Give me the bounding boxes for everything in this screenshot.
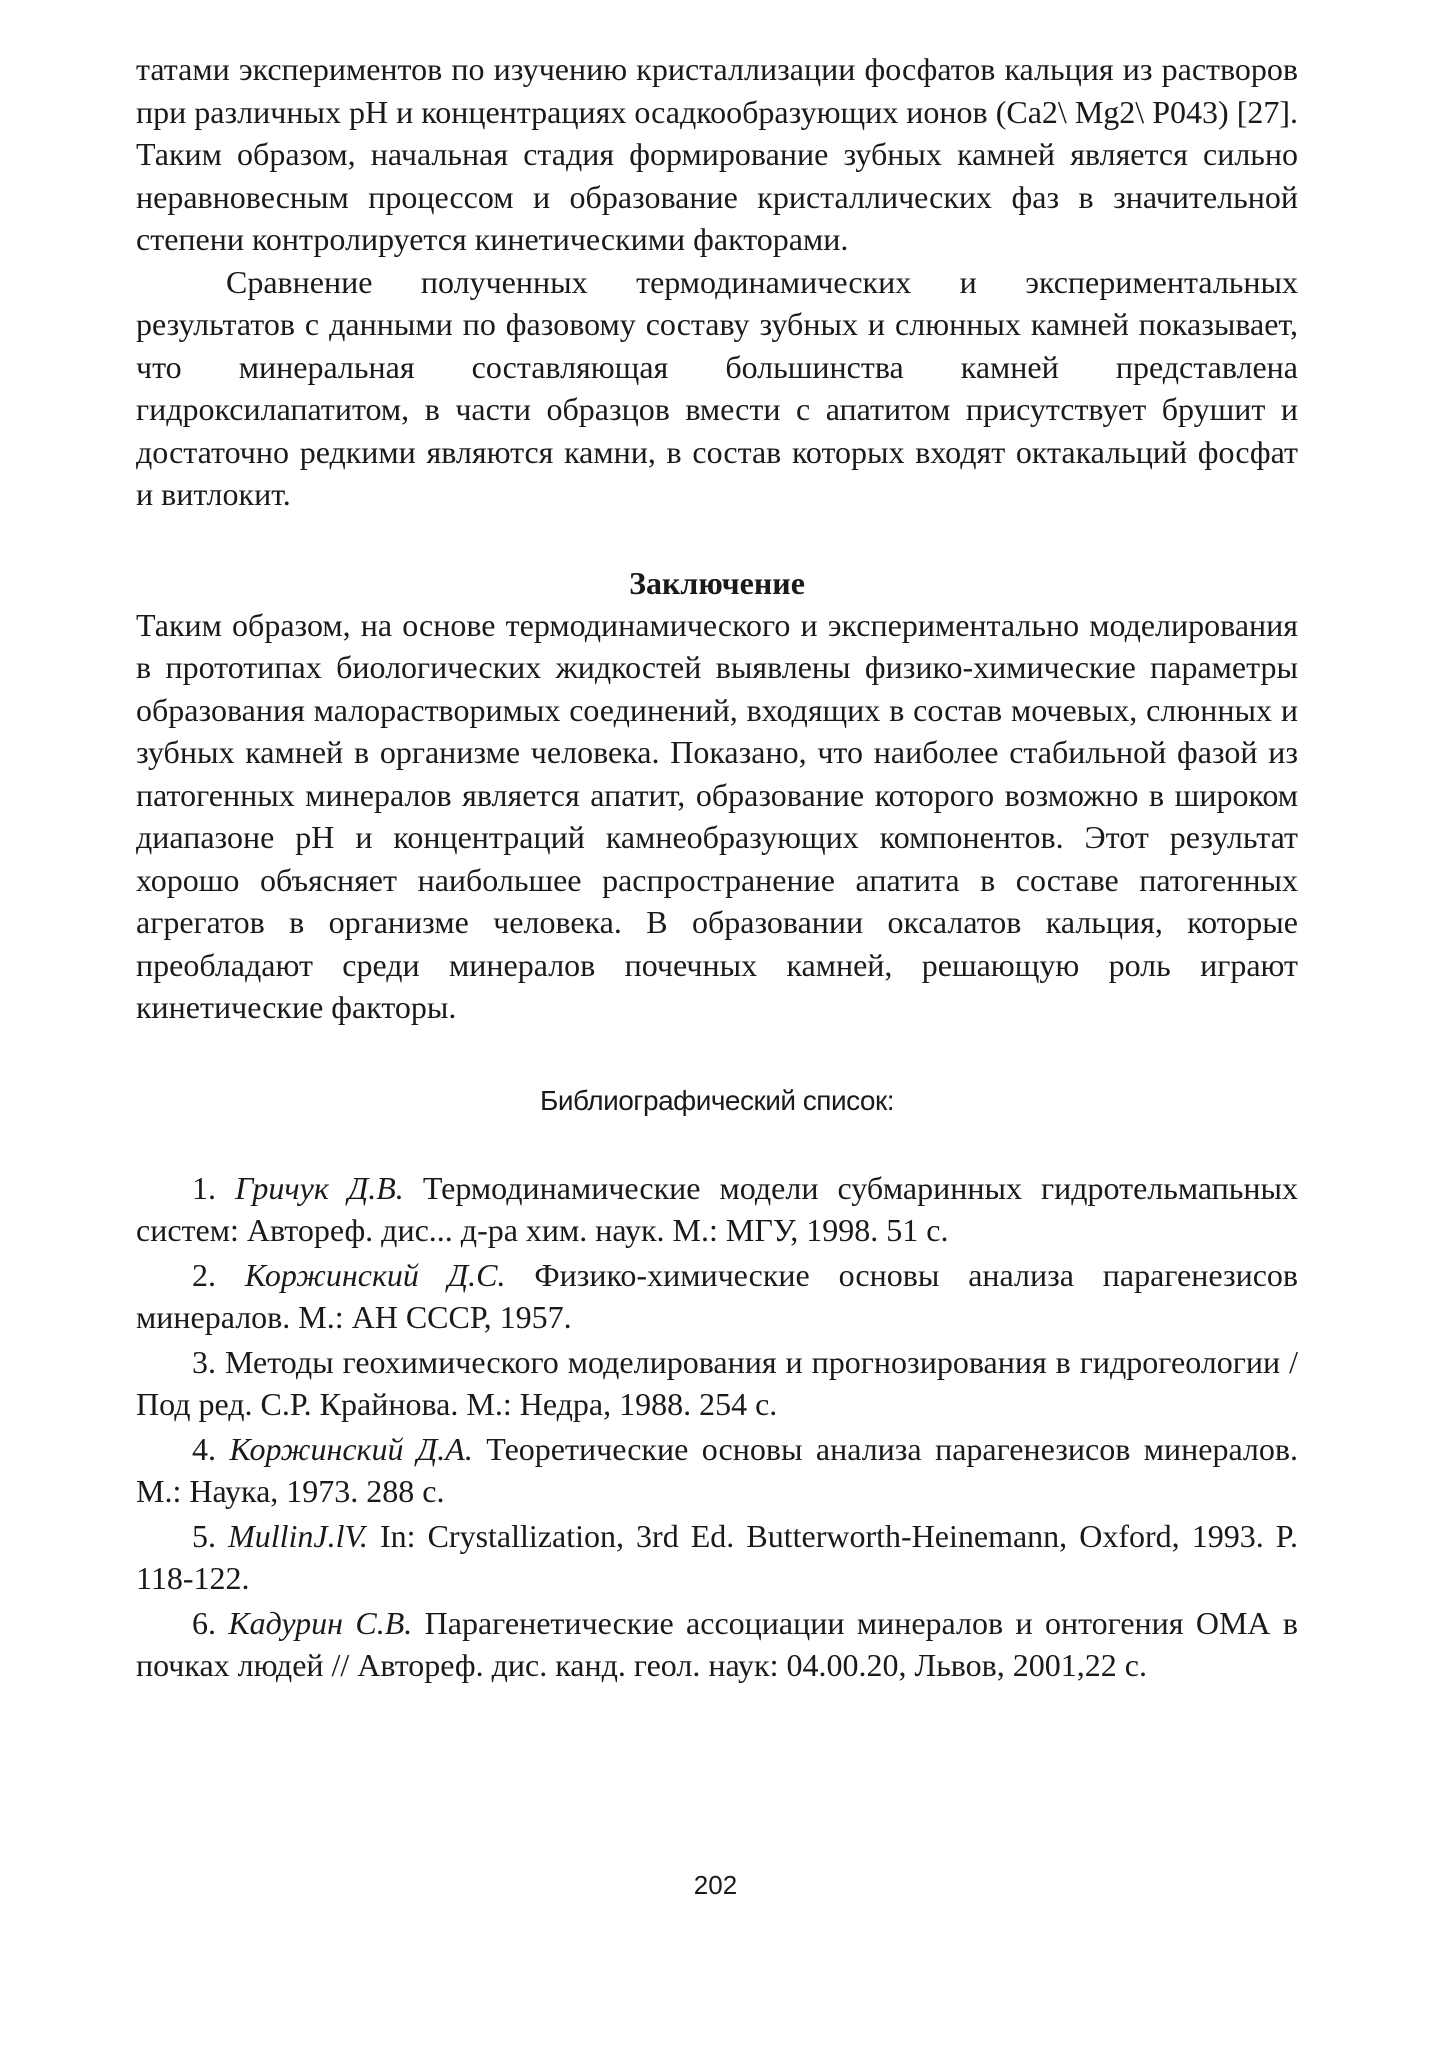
conclusion-heading: Заключение [629,564,805,601]
reference-item [136,1167,1298,1252]
reference-number: 3. [192,1343,216,1380]
page-number: 202 [693,1870,738,1900]
reference-author: Кадурин С.В. [228,1604,413,1641]
reference-number: 6. [192,1604,216,1641]
bibliography-title: Библиографический список: [539,1084,895,1116]
reference-text: Парагенетические ассоциации минералов и онтогения ОМА в почках людей // Автореф. дис. канд. геол. наук: 04.00.20, Львов, 2001,22 с. [136,1604,1298,1683]
reference-text: In: Crystallization, 3rd Ed. Butterworth-Heinemann, Oxford, 1993. P. 118-122. [136,1517,1299,1596]
reference-text: Термодинамические модели субмаринных гидротельмапьных систем: Автореф. дис... д-ра хим. наук. М.: МГУ, 1998. 51 с. [136,1169,1299,1248]
paragraph-comparison: Сравнение полученных термодинамических и экспериментальных результатов с данными по фазовому составу зубных и слюнных камней показывает, что минеральная составляющая большинства камней представлена гидроксилапатитом, в части образцов вмести с апатитом присутствует брушит и достаточно редкими являются камни, в состав которых входят октакальций фосфат и витлокит. [136,263,1298,512]
reference-author: MullinJ.lV. [228,1517,368,1554]
reference-text: Теоретические основы анализа парагенезисов минералов. М.: Наука, 1973. 288 с. [136,1430,1299,1509]
reference-number: 5. [192,1517,216,1554]
conclusion-paragraph: Таким образом, на основе термодинамического и экспериментально моделирования в прототипах биологических жидкостей выявлены физико-химические параметры образования малорастворимых соединений, входящих в состав мочевых, слюнных и зубных камней в организме человека. Показано, что наиболее стабильной фазой из патогенных минералов является апатит, образование которого возможно в широком диапазоне рН и концентраций камнеобразующих компонентов. Этот результат хорошо объясняет наибольшее распространение апатита в составе патогенных агрегатов в организме человека. В образовании оксалатов кальция, которые преобладают среди минералов почечных камней, решающую роль играют кинетические факторы. [136,606,1298,1025]
reference-number: 1. [192,1169,216,1206]
reference-item [136,1254,1298,1339]
reference-author: Гричук Д.В. [235,1169,404,1206]
paragraph-crystallization: татами экспериментов по изучению кристаллизации фосфатов кальция из растворов при различных рН и концентрациях осадкообразующих ионов (Са2\ Mg2\ Р043) [27]. Таким образом, начальная стадия формирование зубных камней является сильно неравновесным процессом и образование кристаллических фаз в значительной степени контролируется кинетическими факторами. [136,51,1298,257]
reference-item [136,1515,1298,1600]
document-page [136,48,1298,1689]
reference-author: Коржинский Д.С. [244,1256,506,1293]
reference-number: 2. [192,1256,216,1293]
reference-number: 4. [192,1430,216,1467]
reference-item [136,1341,1298,1426]
reference-text: Физико-химические основы анализа парагенезисов минералов. М.: АН СССР, 1957. [136,1256,1299,1335]
reference-list [136,1167,1298,1687]
reference-item [136,1428,1298,1513]
reference-text: Методы геохимического моделирования и прогнозирования в гидрогеологии / Под ред. С.Р. Крайнова. М.: Недра, 1988. 254 с. [136,1343,1299,1422]
reference-author: Коржинский Д.А. [229,1430,473,1467]
reference-item [136,1602,1298,1687]
